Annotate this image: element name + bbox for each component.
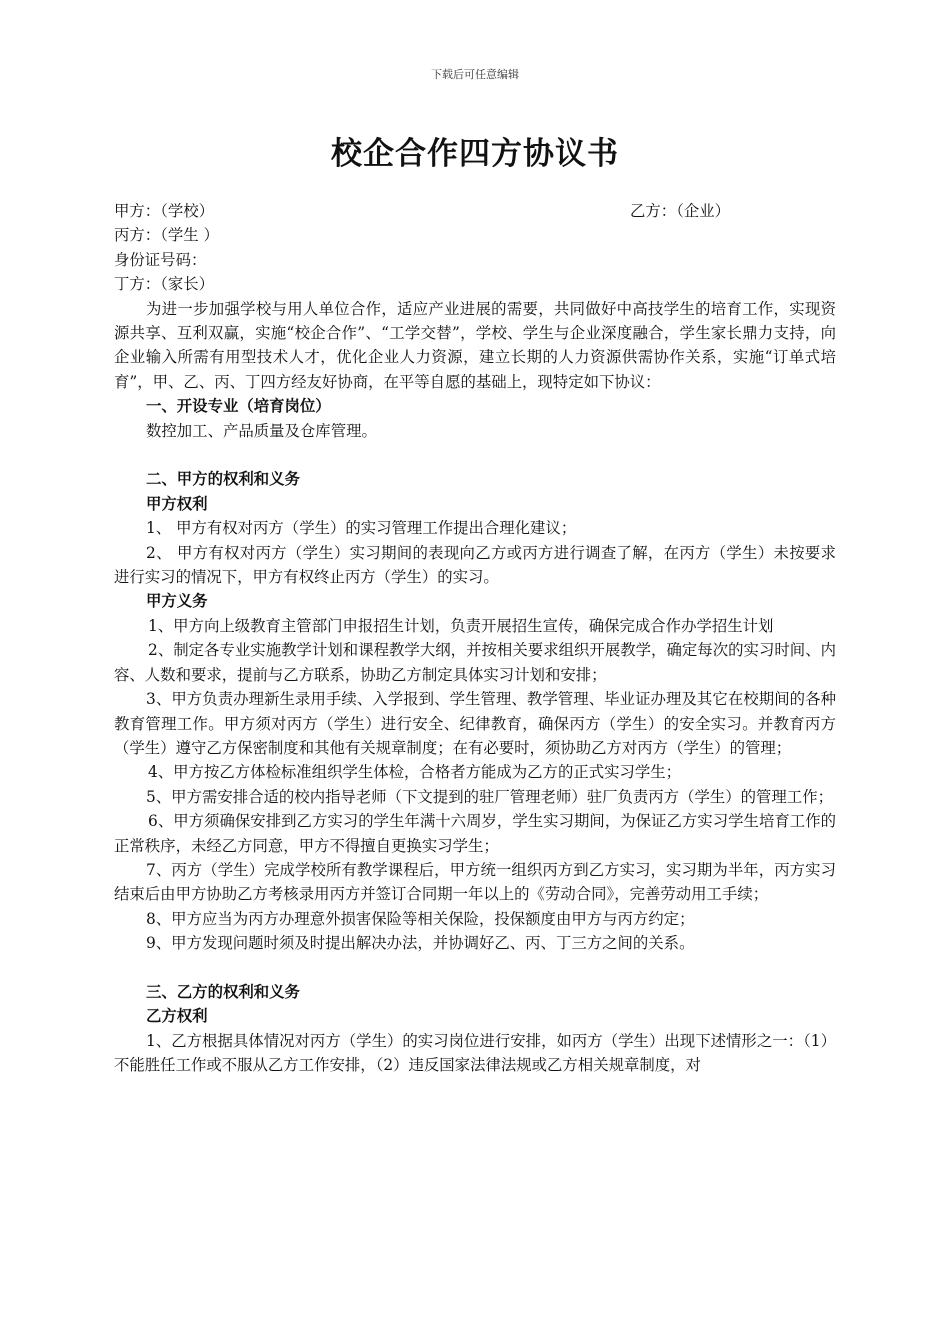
spacer [114,956,836,980]
party-c: 丙方：（学生 ） [114,226,219,245]
section3-right-item: 1、乙方根据具体情况对丙方（学生）的实习岗位进行安排，如丙方（学生）出现下述情形之一：（1）不能胜任工作或不服从乙方工作安排，（2）违反国家法律法规或乙方相关规章制度，对 [114,1031,836,1075]
party-a: 甲方：（学校） [114,202,215,220]
document-title: 校企合作四方协议书 [331,136,619,172]
section2-duty-item: 4、甲方按乙方体检标准组织学生体检，合格者方能成为乙方的正式实习学生； [148,763,682,782]
section2-duty-item: 7、丙方（学生）完成学校所有教学课程后，甲方统一组织丙方到乙方实习，实习期为半年，丙方实习结束后由甲方协助乙方考核录用丙方并签订合同期一年以上的《劳动合同》，完善劳动用工手续； [114,860,836,904]
section2-duty-item: 5、甲方需安排合适的校内指导老师（下文提到的驻厂管理老师）驻厂负责丙方（学生）的管理工作； [146,787,833,806]
section3-heading: 三、乙方的权利和义务 [146,982,300,1001]
section2-duty-item: 1、甲方向上级教育主管部门申报招生计划，负责开展招生宣传，确保完成合作办学招生计划 [148,616,774,635]
intro-paragraph: 为进一步加强学校与用人单位合作，适应产业进展的需要，共同做好中高技学生的培育工作，实现资源共享、互利双赢，实施“校企合作”、“工学交替”，学校、学生与企业深度融合，学生家长鼎力支持，向企业输入所需有用型技术人才，优化企业人力资源，建立长期的人力资源供需协作关系，实施“订单式培育”，甲、乙、丙、丁四方经友好协商，在平等自愿的基础上，现特定如下协议： [114,299,836,391]
section2-right-item: 1、 甲方有权对丙方（学生）的实习管理工作提出合理化建议； [146,519,577,538]
section2-rights-heading: 甲方权利 [146,494,208,513]
section3-rights-heading: 乙方权利 [146,1007,208,1026]
parties-row [114,199,836,223]
section2-duty-item: 9、甲方发现问题时须及时提出解决办法，并协调好乙、丙、丁三方之间的关系。 [146,934,695,953]
id-number-label: 身份证号码： [114,250,207,269]
section2-duty-item: 6、甲方须确保安排到乙方实习的学生年满十六周岁，学生实习期间，为保证乙方实习学生培育工作的正常秩序，未经乙方同意，甲方不得擅自更换实习学生； [114,812,836,855]
section2-right-item: 2、 甲方有权对丙方（学生）实习期间的表现向乙方或丙方进行调查了解，在丙方（学生）未按要求进行实习的情况下，甲方有权终止丙方（学生）的实习。 [114,543,836,587]
section2-duty-item: 3、甲方负责办理新生录用手续、入学报到、学生管理、教学管理、毕业证办理及其它在校期间的各种教育管理工作。甲方须对丙方（学生）进行安全、纪律教育，确保丙方（学生）的安全实习。并教育丙方（学生）遵守乙方保密制度和其他有关规章制度；在有必要时，须协助乙方对丙方（学生）的管理； [114,690,836,757]
header-note: 下载后可任意编辑 [431,68,519,81]
section2-duties-heading: 甲方义务 [146,592,208,611]
party-b: 乙方：（企业） [630,202,731,220]
section2-duty-item: 2、制定各专业实施教学计划和课程教学大纲，并按相关要求组织开展教学，确定每次的实习时间、内容、人数和要求，提前与乙方联系，协助乙方制定具体实习计划和安排； [114,641,836,684]
document-body [114,199,836,1078]
section2-heading: 二、甲方的权利和义务 [146,470,300,489]
spacer [114,443,836,467]
section1-body: 数控加工、产品质量及仓库管理。 [146,421,377,440]
party-d: 丁方：（家长） [114,275,215,294]
section2-duty-item: 8、甲方应当为丙方办理意外损害保险等相关保险，投保额度由甲方与丙方约定； [146,909,695,928]
section1-heading: 一、开设专业（培育岗位） [146,397,331,416]
